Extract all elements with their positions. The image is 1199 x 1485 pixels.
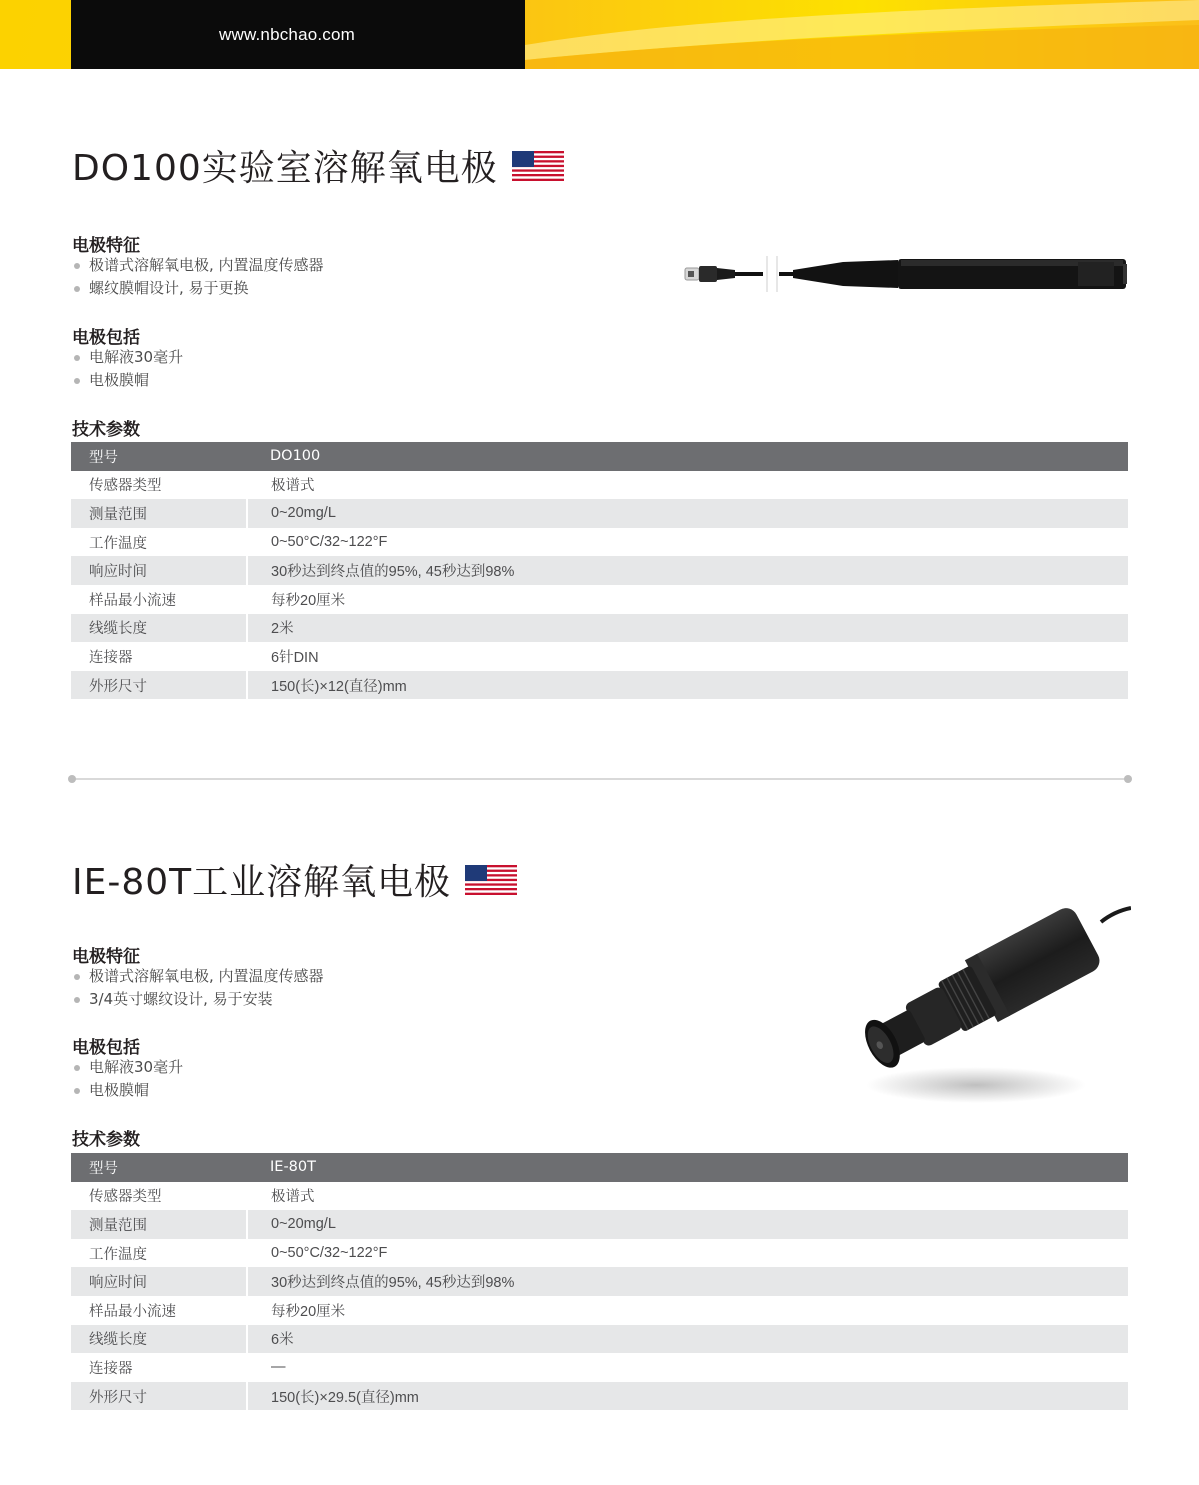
section-divider	[71, 778, 1129, 780]
features-list	[72, 254, 324, 300]
table-cell: 6米	[247, 1325, 1128, 1354]
table-header-cell: IE-80T	[247, 1153, 1128, 1182]
table-cell: 150(长)×29.5(直径)mm	[247, 1382, 1128, 1411]
table-header-cell: DO100	[247, 442, 1128, 471]
table-row	[71, 585, 1128, 614]
yellow-swoosh-decoration	[525, 0, 1199, 69]
table-header-row	[71, 442, 1128, 471]
list-item: 电解液30毫升	[72, 346, 183, 369]
table-cell: 测量范围	[71, 499, 247, 528]
list-item: 电极膜帽	[72, 1079, 183, 1102]
table-cell: 工作温度	[71, 528, 247, 557]
list-item: 电极膜帽	[72, 369, 183, 392]
features-list	[72, 965, 324, 1011]
table-cell: 线缆长度	[71, 614, 247, 643]
product-title-row	[72, 140, 564, 191]
features-heading: 电极特征	[72, 947, 140, 967]
list-item: 极谱式溶解氧电极, 内置温度传感器	[72, 254, 324, 277]
table-row	[71, 556, 1128, 585]
table-cell: 连接器	[71, 642, 247, 671]
spec-table	[71, 442, 1128, 699]
table-row	[71, 1239, 1128, 1268]
table-header-row	[71, 1153, 1128, 1182]
table-cell: 样品最小流速	[71, 1296, 247, 1325]
ie80t-electrode-image	[836, 900, 1131, 1110]
list-item: 极谱式溶解氧电极, 内置温度传感器	[72, 965, 324, 988]
table-row	[71, 1182, 1128, 1211]
includes-heading: 电极包括	[72, 1038, 140, 1058]
table-row	[71, 1296, 1128, 1325]
includes-list	[72, 346, 183, 392]
table-cell: 响应时间	[71, 556, 247, 585]
table-cell: 30秒达到终点值的95%, 45秒达到98%	[247, 1267, 1128, 1296]
table-cell: 0~50°C/32~122°F	[271, 1245, 388, 1262]
product-title: DO100实验室溶解氧电极	[72, 148, 498, 189]
features-heading: 电极特征	[72, 236, 140, 256]
table-cell: 测量范围	[71, 1210, 247, 1239]
table-cell: 响应时间	[71, 1267, 247, 1296]
table-cell: 0~20mg/L	[247, 1210, 1128, 1239]
table-row	[71, 642, 1128, 671]
us-flag-icon	[512, 151, 564, 181]
table-row	[71, 614, 1128, 643]
table-row	[71, 1353, 1128, 1382]
table-header-cell: 型号	[71, 1153, 247, 1182]
table-row	[71, 1210, 1128, 1239]
table-cell: 0~20mg/L	[247, 499, 1128, 528]
divider-dot	[1124, 775, 1132, 783]
table-cell: 每秒20厘米	[271, 592, 346, 609]
table-cell: 线缆长度	[71, 1325, 247, 1354]
table-cell: —	[271, 1359, 286, 1376]
table-cell: 极谱式	[271, 1189, 315, 1206]
website-url[interactable]: www.nbchao.com	[219, 25, 356, 44]
specs-heading: 技术参数	[72, 1130, 140, 1150]
table-cell: 6针DIN	[271, 649, 319, 666]
do100-electrode-image	[683, 254, 1129, 294]
table-row	[71, 1382, 1128, 1411]
product-title-row	[72, 854, 517, 905]
table-cell: 150(长)×12(直径)mm	[247, 671, 1128, 700]
table-cell: 样品最小流速	[71, 585, 247, 614]
table-cell: 工作温度	[71, 1239, 247, 1268]
table-row	[71, 671, 1128, 700]
spec-table	[71, 1153, 1128, 1410]
table-row	[71, 471, 1128, 500]
list-item: 电解液30毫升	[72, 1056, 183, 1079]
list-item: 螺纹膜帽设计, 易于更换	[72, 277, 324, 300]
list-item: 3/4英寸螺纹设计, 易于安装	[72, 988, 324, 1011]
header-black-panel	[71, 0, 525, 69]
table-cell: 2米	[247, 614, 1128, 643]
table-row	[71, 528, 1128, 557]
divider-dot	[68, 775, 76, 783]
specs-heading: 技术参数	[72, 420, 140, 440]
includes-heading: 电极包括	[72, 328, 140, 348]
us-flag-icon	[465, 865, 517, 895]
table-row	[71, 499, 1128, 528]
table-cell: 极谱式	[271, 478, 315, 495]
table-header-cell: 型号	[71, 442, 247, 471]
table-cell: 0~50°C/32~122°F	[271, 534, 388, 551]
includes-list	[72, 1056, 183, 1102]
table-cell: 30秒达到终点值的95%, 45秒达到98%	[247, 556, 1128, 585]
product-title: IE-80T工业溶解氧电极	[72, 862, 452, 903]
table-row	[71, 1325, 1128, 1354]
header-banner	[0, 0, 1199, 69]
table-cell: 连接器	[71, 1353, 247, 1382]
table-cell: 每秒20厘米	[271, 1303, 346, 1320]
table-cell: 传感器类型	[71, 1182, 247, 1211]
table-row	[71, 1267, 1128, 1296]
table-cell: 传感器类型	[71, 471, 247, 500]
table-cell: 外形尺寸	[71, 671, 247, 700]
table-cell: 外形尺寸	[71, 1382, 247, 1411]
